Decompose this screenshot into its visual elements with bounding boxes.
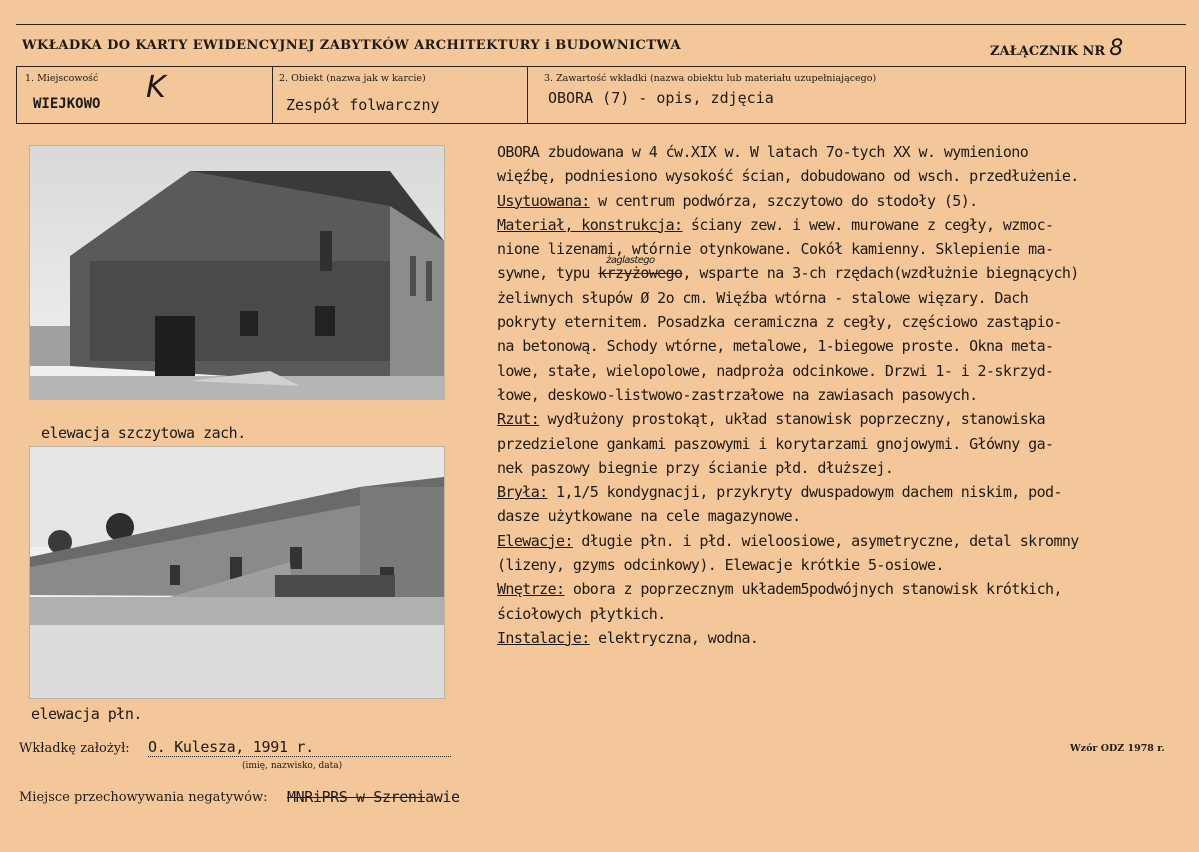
description-line-13: przedzielone gankami paszowymi i korytarzami gnojowymi. Główny ga- (497, 434, 1054, 453)
description-line-6-a: sywne, typu (497, 264, 599, 283)
section-heading-location: Usytuowana: (497, 191, 590, 210)
description-line-3-text: w centrum podwórza, szczytowo do stodoły (5). (589, 191, 978, 210)
description-line-17-text: długie płn. i płd. wieloosiowe, asymetryczne, detal skromny (572, 531, 1079, 550)
description-line-10: lowe, stałe, wielopolowe, nadproża odcinkowe. Drzwi 1- i 2-skrzyd- (497, 361, 1054, 380)
field-1-label: 1. Miejscowość (25, 73, 99, 84)
description-line-6-b: , wsparte na 3-ch rzędach(wzdłużnie biegnących) (682, 264, 1079, 283)
description (497, 140, 1197, 650)
fields-divider-1 (272, 66, 273, 124)
section-heading-elevations: Elewacje: (497, 531, 573, 550)
fields-top-rule (16, 66, 1186, 67)
description-line-12 (497, 407, 1197, 431)
description-line-9: na betonową. Schody wtórne, metalowe, 1-biegowe proste. Okna meta- (497, 337, 1054, 356)
storage-struck-text: MNRiPRS w Szreni (287, 788, 426, 806)
description-line-21 (497, 626, 1197, 650)
field-1-handwritten-mark: K (146, 70, 166, 105)
author-hint: (imię, nazwisko, data) (242, 761, 343, 771)
section-heading-material: Materiał, konstrukcja: (497, 215, 683, 234)
description-line-18: (lizeny, gzyms odcinkowy). Elewacje krótkie 5-osiowe. (497, 556, 944, 575)
storage-value (287, 788, 460, 806)
photo-north-elevation (29, 446, 445, 699)
photo-west-gable-image (30, 146, 444, 399)
fields-right-rule (1185, 66, 1186, 124)
description-line-1: OBORA zbudowana w 4 ćw.XIX w. W latach 7o-tych XX w. wymieniono (497, 143, 1029, 161)
handwritten-correction: żaglastego (606, 255, 655, 267)
card-title: WKŁADKA DO KARTY EWIDENCYJNEJ ZABYTKÓW ARCHITEKTURY i BUDOWNICTWA (22, 38, 682, 53)
description-line-12-text: wydłużony prostokąt, układ stanowisk poprzeczny, stanowiska (539, 410, 1046, 429)
description-line-6 (497, 255, 1197, 285)
description-line-19-text: obora z poprzecznym układem5podwójnych stanowisk krótkich, (564, 580, 1062, 599)
vault-type-correction (598, 255, 683, 285)
fields-divider-2 (527, 66, 528, 124)
fields-left-rule (16, 66, 17, 124)
section-heading-installations: Instalacje: (497, 628, 590, 647)
form-version: Wzór ODZ 1978 r. (1070, 743, 1165, 754)
field-3-label: 3. Zawartość wkładki (nazwa obiektu lub materiału uzupełniającego) (544, 73, 877, 84)
storage-rest-text: awie (425, 788, 460, 806)
attachment-label: ZAŁĄCZNIK NR (990, 44, 1106, 59)
photo-north-elevation-image (30, 447, 444, 698)
section-heading-mass: Bryła: (497, 483, 548, 502)
description-line-16: dasze użytkowane na cele magazynowe. (497, 507, 801, 526)
field-2-label: 2. Obiekt (nazwa jak w karcie) (279, 73, 426, 84)
storage-label: Miejsce przechowywania negatywów: (19, 790, 268, 805)
description-line-19 (497, 577, 1197, 601)
description-line-15 (497, 480, 1197, 504)
fields-bottom-rule (16, 123, 1186, 124)
description-line-21-text: elektryczna, wodna. (589, 628, 759, 647)
author-label: Wkładkę założył: (19, 741, 130, 756)
description-line-14: nek paszowy biegnie przy ścianie płd. dłuższej. (497, 458, 894, 477)
attachment-number-value: 8 (1109, 36, 1124, 61)
description-line-4 (497, 213, 1197, 237)
description-line-11: łowe, deskowo-listwowo-zastrzałowe na zawiasach pasowych. (497, 385, 978, 404)
description-line-3 (497, 189, 1197, 213)
field-3-value: OBORA (7) - opis, zdjęcia (548, 89, 774, 107)
description-line-7: żeliwnych słupów Ø 2o cm. Więźba wtórna - stalowe więzary. Dach (497, 288, 1029, 307)
description-line-20: ściołowych płytkich. (497, 604, 666, 623)
section-heading-interior: Wnętrze: (497, 580, 565, 599)
attachment-number (990, 36, 1123, 61)
description-line-17 (497, 529, 1197, 553)
field-2-value: Zespół folwarczny (286, 96, 440, 114)
field-1-value: WIEJKOWO (33, 96, 101, 112)
description-line-8: pokryty eternitem. Posadzka ceramiczna z cegły, częściowo zastąpio- (497, 313, 1062, 332)
photo-west-gable (29, 145, 445, 400)
description-line-4-text: ściany zew. i wew. murowane z cegły, wzmoc- (682, 215, 1054, 234)
description-line-15-text: 1,1/5 kondygnacji, przykryty dwuspadowym dachem niskim, pod- (547, 483, 1062, 502)
description-line-5: nione lizenami, wtórnie otynkowane. Cokół kamienny. Sklepienie ma- (497, 240, 1054, 259)
photo-1-caption: elewacja szczytowa zach. (41, 424, 246, 442)
section-heading-plan: Rzut: (497, 410, 540, 429)
top-rule (16, 24, 1186, 25)
photo-2-caption: elewacja płn. (31, 705, 142, 723)
struck-text: krzyżowego (598, 264, 683, 283)
description-line-2: więźbę, podniesiono wysokość ścian, dobudowano od wsch. przedłużenie. (497, 167, 1079, 186)
author-value: O. Kulesza, 1991 r. (148, 738, 451, 757)
